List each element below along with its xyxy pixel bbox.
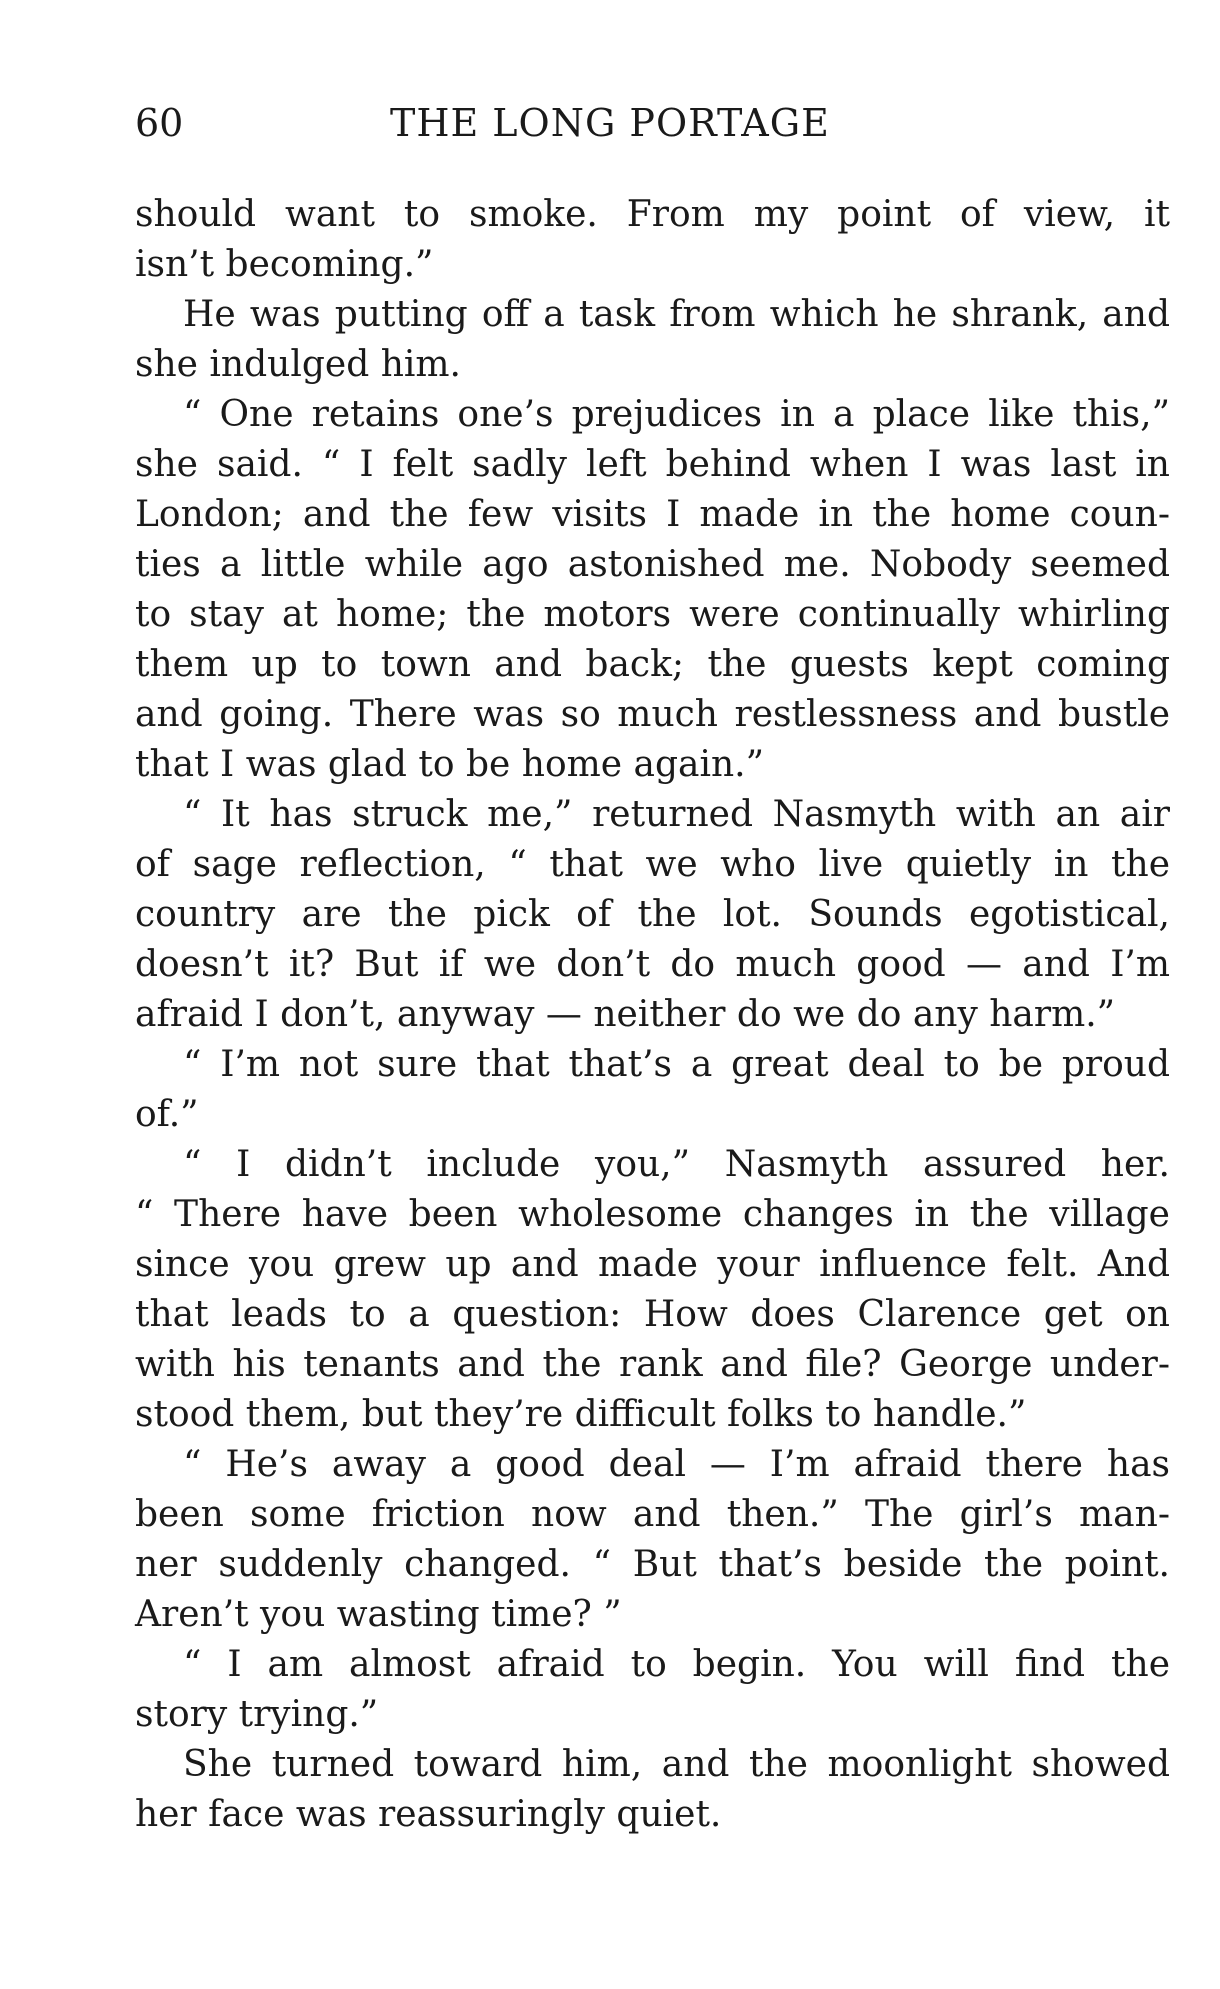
text-line: “ I am almost afraid to begin. You will find the <box>183 1644 1170 1685</box>
text-line: “ There have been wholesome changes in the village <box>135 1194 1170 1235</box>
page-number: 60 <box>135 101 184 145</box>
text-line: and going. There was so much restlessness and bustle <box>135 694 1170 735</box>
text-line: isn’t becoming.” <box>135 244 434 285</box>
text-line: ner suddenly changed. “ But that’s beside the point. <box>135 1544 1170 1585</box>
text-line: “ I’m not sure that that’s a great deal to be proud <box>183 1044 1170 1085</box>
text-line: she said. “ I felt sadly left behind when I was last in <box>135 444 1170 485</box>
text-line: that I was glad to be home again.” <box>135 744 765 785</box>
running-title: THE LONG PORTAGE <box>390 101 830 145</box>
text-line: “ He’s away a good deal — I’m afraid there has <box>183 1444 1170 1485</box>
text-line: with his tenants and the rank and file? George under- <box>135 1344 1170 1385</box>
text-line: London; and the few visits I made in the home coun- <box>135 494 1170 535</box>
text-line: that leads to a question: How does Clarence get on <box>135 1294 1170 1335</box>
text-line: of sage reflection, “ that we who live quietly in the <box>135 844 1170 885</box>
text-line: He was putting off a task from which he shrank, and <box>183 294 1170 335</box>
text-line: to stay at home; the motors were continually whirling <box>135 594 1170 635</box>
text-line: “ It has struck me,” returned Nasmyth with an air <box>183 794 1170 835</box>
text-line: should want to smoke. From my point of view, it <box>135 194 1170 235</box>
text-line: stood them, but they’re difficult folks to handle.” <box>135 1394 1027 1435</box>
text-line: “ One retains one’s prejudices in a place like this,” <box>183 394 1170 435</box>
text-line: She turned toward him, and the moonlight showed <box>183 1744 1170 1785</box>
text-line: story trying.” <box>135 1694 379 1735</box>
page-header <box>135 98 1160 148</box>
text-line: “ I didn’t include you,” Nasmyth assured her. <box>183 1144 1170 1185</box>
text-line: been some friction now and then.” The girl’s man- <box>135 1494 1170 1535</box>
text-line: them up to town and back; the guests kept coming <box>135 644 1170 685</box>
text-line: country are the pick of the lot. Sounds egotistical, <box>135 894 1170 935</box>
text-line: her face was reassuringly quiet. <box>135 1794 722 1835</box>
text-line: Aren’t you wasting time? ” <box>135 1594 622 1635</box>
text-line: she indulged him. <box>135 344 461 385</box>
body-text <box>135 190 1170 1840</box>
text-line: doesn’t it? But if we don’t do much good — and I’m <box>135 944 1170 985</box>
text-line: afraid I don’t, anyway — neither do we do any harm.” <box>135 994 1116 1035</box>
text-line: ties a little while ago astonished me. Nobody seemed <box>135 544 1170 585</box>
text-line: of.” <box>135 1094 199 1135</box>
text-line: since you grew up and made your influence felt. And <box>135 1244 1170 1285</box>
